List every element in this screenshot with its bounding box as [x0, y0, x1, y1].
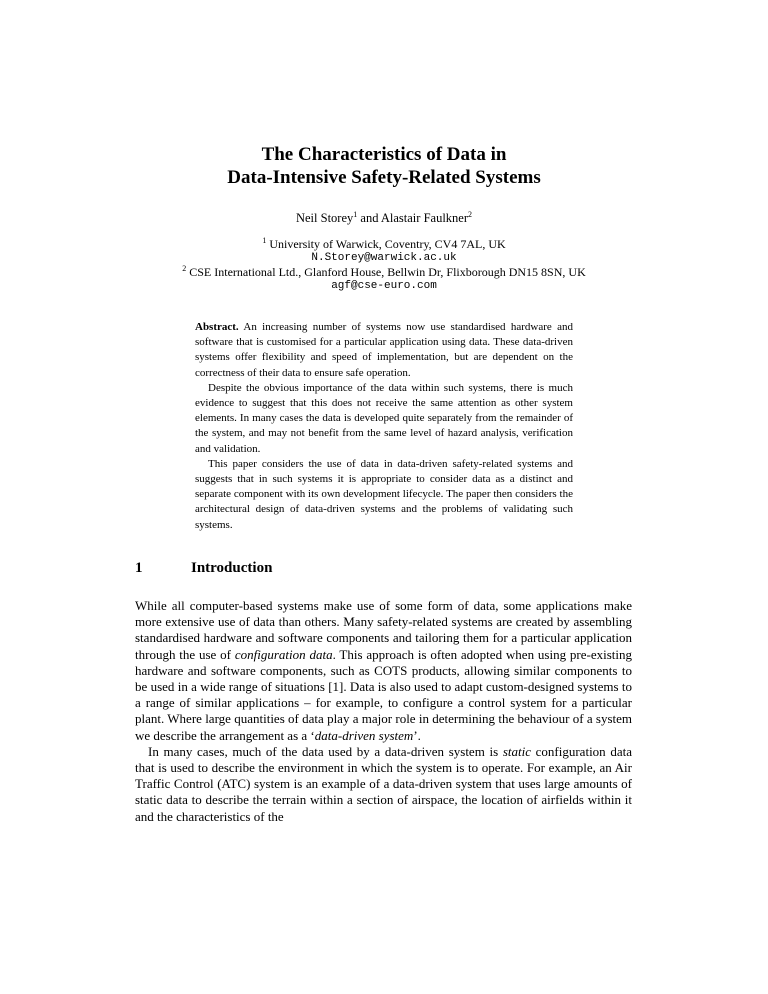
affiliation-2-mark: 2 — [182, 264, 187, 273]
author-2: Alastair Faulkner — [380, 211, 469, 225]
section-number: 1 — [135, 560, 143, 576]
introduction-body — [135, 598, 632, 825]
author-1: Neil Storey — [295, 211, 354, 225]
abstract-paragraph-3: This paper considers the use of data in data-driven safety-related systems and suggests that in such systems it is appropriate to consider data as a distinct and separate component with its own development lifecycle. The paper then considers the architectural design of data-driven systems and the problems of validating such systems. — [195, 457, 573, 531]
section-title: Introduction — [191, 560, 273, 576]
affiliation-1-email: N.Storey@warwick.ac.uk — [311, 252, 457, 264]
affiliation-1-mark: 1 — [262, 236, 267, 245]
author-line — [0, 211, 768, 226]
emphasis-configuration-data: configuration data — [234, 646, 333, 662]
author-1-affil-mark: 1 — [353, 209, 358, 219]
abstract-label: Abstract. — [195, 321, 239, 333]
abstract-paragraph-2: Despite the obvious importance of the data within such systems, there is much evidence to suggest that this does not receive the same attention as other system elements. In many cases the data is developed quite separately from the remainder of the system, and may not benefit from the same level of hazard analysis, verification and validation. — [195, 381, 573, 455]
affiliation-1 — [0, 237, 768, 252]
section-heading-introduction — [135, 560, 272, 577]
body-text: While all computer-based systems make use of some form of data, some applications make more extensive use of data than others. Many safety-related systems are created by assembling standardised hardware and software components and tailoring them for a particular application through the use of — [135, 598, 632, 662]
abstract-paragraph-1-text: An increasing number of systems now use standardised hardware and software that is customised for a particular application using data. These data-driven systems offer flexibility and speed of implementation, but are dependent on the correctness of their data to ensure safe operation. — [195, 321, 573, 379]
emphasis-static: static — [502, 743, 531, 759]
emphasis-data-driven-system: data-driven system — [314, 727, 414, 743]
author-2-affil-mark: 2 — [468, 209, 473, 219]
affiliation-1-text: University of Warwick, Coventry, CV4 7AL, UK — [266, 237, 506, 251]
body-paragraph-1 — [135, 598, 632, 744]
title-line-2: Data-Intensive Safety-Related Systems — [227, 167, 541, 188]
body-paragraph-2 — [135, 744, 632, 825]
body-text: ’. — [413, 727, 421, 743]
affiliation-2-email: agf@cse-euro.com — [331, 280, 437, 292]
abstract — [195, 320, 573, 533]
author-conjunction: and — [357, 211, 381, 225]
body-text: In many cases, much of the data used by a data-driven system is — [148, 743, 503, 759]
body-text: . This approach is often adopted when using pre-existing hardware and software components, such as COTS products, allowing similar components to be used in a wide range of situations [1]. Data is also used to adapt custom-designed systems to a range of similar applications – for example, to configure a control system for a particular plant. Where large quantities of data play a major role in determining the behaviour of a system we describe the arrangement as a ‘ — [135, 646, 633, 743]
affiliation-2 — [0, 265, 768, 280]
body-text: configuration data that is used to describe the environment in which the system is to operate. For example, an Air Traffic Control (ATC) system is an example of a data-driven system that uses large amounts of static data to describe the terrain within a section of airspace, the location of airfields within it and the characteristics of the — [135, 743, 632, 824]
paper-title — [0, 143, 768, 189]
title-line-1: The Characteristics of Data in — [261, 144, 507, 165]
affiliation-2-text: CSE International Ltd., Glanford House, Bellwin Dr, Flixborough DN15 8SN, UK — [186, 265, 586, 279]
abstract-paragraph-1 — [195, 320, 573, 381]
